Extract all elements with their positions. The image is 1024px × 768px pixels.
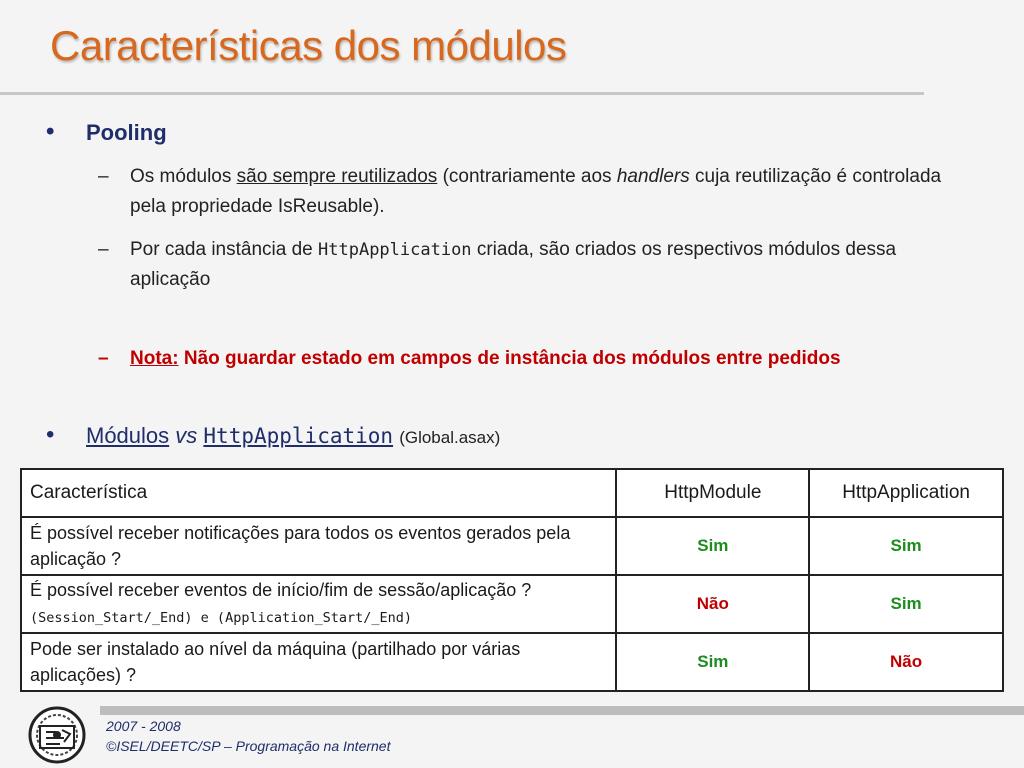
sub-item-text: Os módulos	[130, 166, 237, 187]
sub-item-text: cuja reutilização é controlada pela propriedade IsReusable).	[130, 166, 942, 217]
header-httpapplication: HttpApplication	[809, 469, 1003, 517]
module-value: Sim	[616, 517, 809, 575]
application-value: Não	[809, 633, 1003, 691]
table-row	[21, 575, 1003, 633]
table-row	[21, 633, 1003, 691]
title-divider	[0, 92, 924, 95]
application-value: Sim	[809, 517, 1003, 575]
feature-text: Pode ser instalado ao nível da máquina (partilhado por várias aplicações) ?	[30, 639, 521, 685]
sub-item-note	[98, 344, 960, 374]
dash-icon: –	[98, 166, 109, 187]
code-text: HttpApplication	[318, 240, 472, 260]
feature-text: É possível receber notificações para todos os eventos gerados pela aplicação ?	[30, 523, 571, 569]
bullet-dot-icon: •	[46, 118, 55, 145]
sub-item-instances	[98, 235, 960, 295]
header-feature: Característica	[21, 469, 616, 517]
bullet-modules-vs-app	[46, 421, 501, 449]
module-value: Não	[616, 575, 809, 633]
note-label: Nota:	[130, 348, 179, 369]
sub-item-text: criada, são criados os respectivos módulos dessa aplicação	[130, 239, 897, 290]
application-value: Sim	[809, 575, 1003, 633]
module-value: Sim	[616, 633, 809, 691]
global-asax-text: (Global.asax)	[399, 428, 501, 447]
sub-item-text: Por cada instância de	[130, 239, 319, 260]
dash-icon: –	[98, 348, 109, 369]
isel-logo-icon	[26, 704, 88, 766]
comparison-table	[20, 468, 1004, 692]
slide-title: Características dos módulos	[50, 22, 567, 69]
vs-text: vs	[175, 423, 198, 448]
modules-link[interactable]: Módulos	[86, 423, 170, 448]
footer-credit: ©ISEL/DEETC/SP – Programação na Internet	[106, 738, 391, 754]
feature-text: É possível receber eventos de início/fim de sessão/aplicação ?	[30, 580, 532, 600]
italic-text: handlers	[616, 166, 690, 187]
footer-year: 2007 - 2008	[106, 718, 181, 734]
code-text: (Session_Start/_End) e (Application_Start/_End)	[30, 610, 413, 626]
feature-cell	[21, 517, 616, 575]
footer-text	[106, 716, 390, 756]
table-row	[21, 517, 1003, 575]
header-httpmodule: HttpModule	[616, 469, 809, 517]
underlined-text: são sempre reutilizados	[236, 166, 438, 187]
sub-item-text: (contrariamente aos	[437, 166, 617, 187]
bullet-dot-icon: •	[46, 421, 55, 448]
feature-cell	[21, 633, 616, 691]
httpapplication-link[interactable]: HttpApplication	[203, 424, 394, 448]
sub-item-reuse	[98, 162, 960, 222]
bullet-pooling-label: Pooling	[86, 120, 167, 145]
dash-icon: –	[98, 239, 109, 260]
table-header-row	[21, 469, 1003, 517]
feature-cell	[21, 575, 616, 633]
footer-bar	[100, 706, 1024, 715]
note-text: Não guardar estado em campos de instância dos módulos entre pedidos	[178, 348, 841, 369]
bullet-pooling	[46, 118, 167, 146]
